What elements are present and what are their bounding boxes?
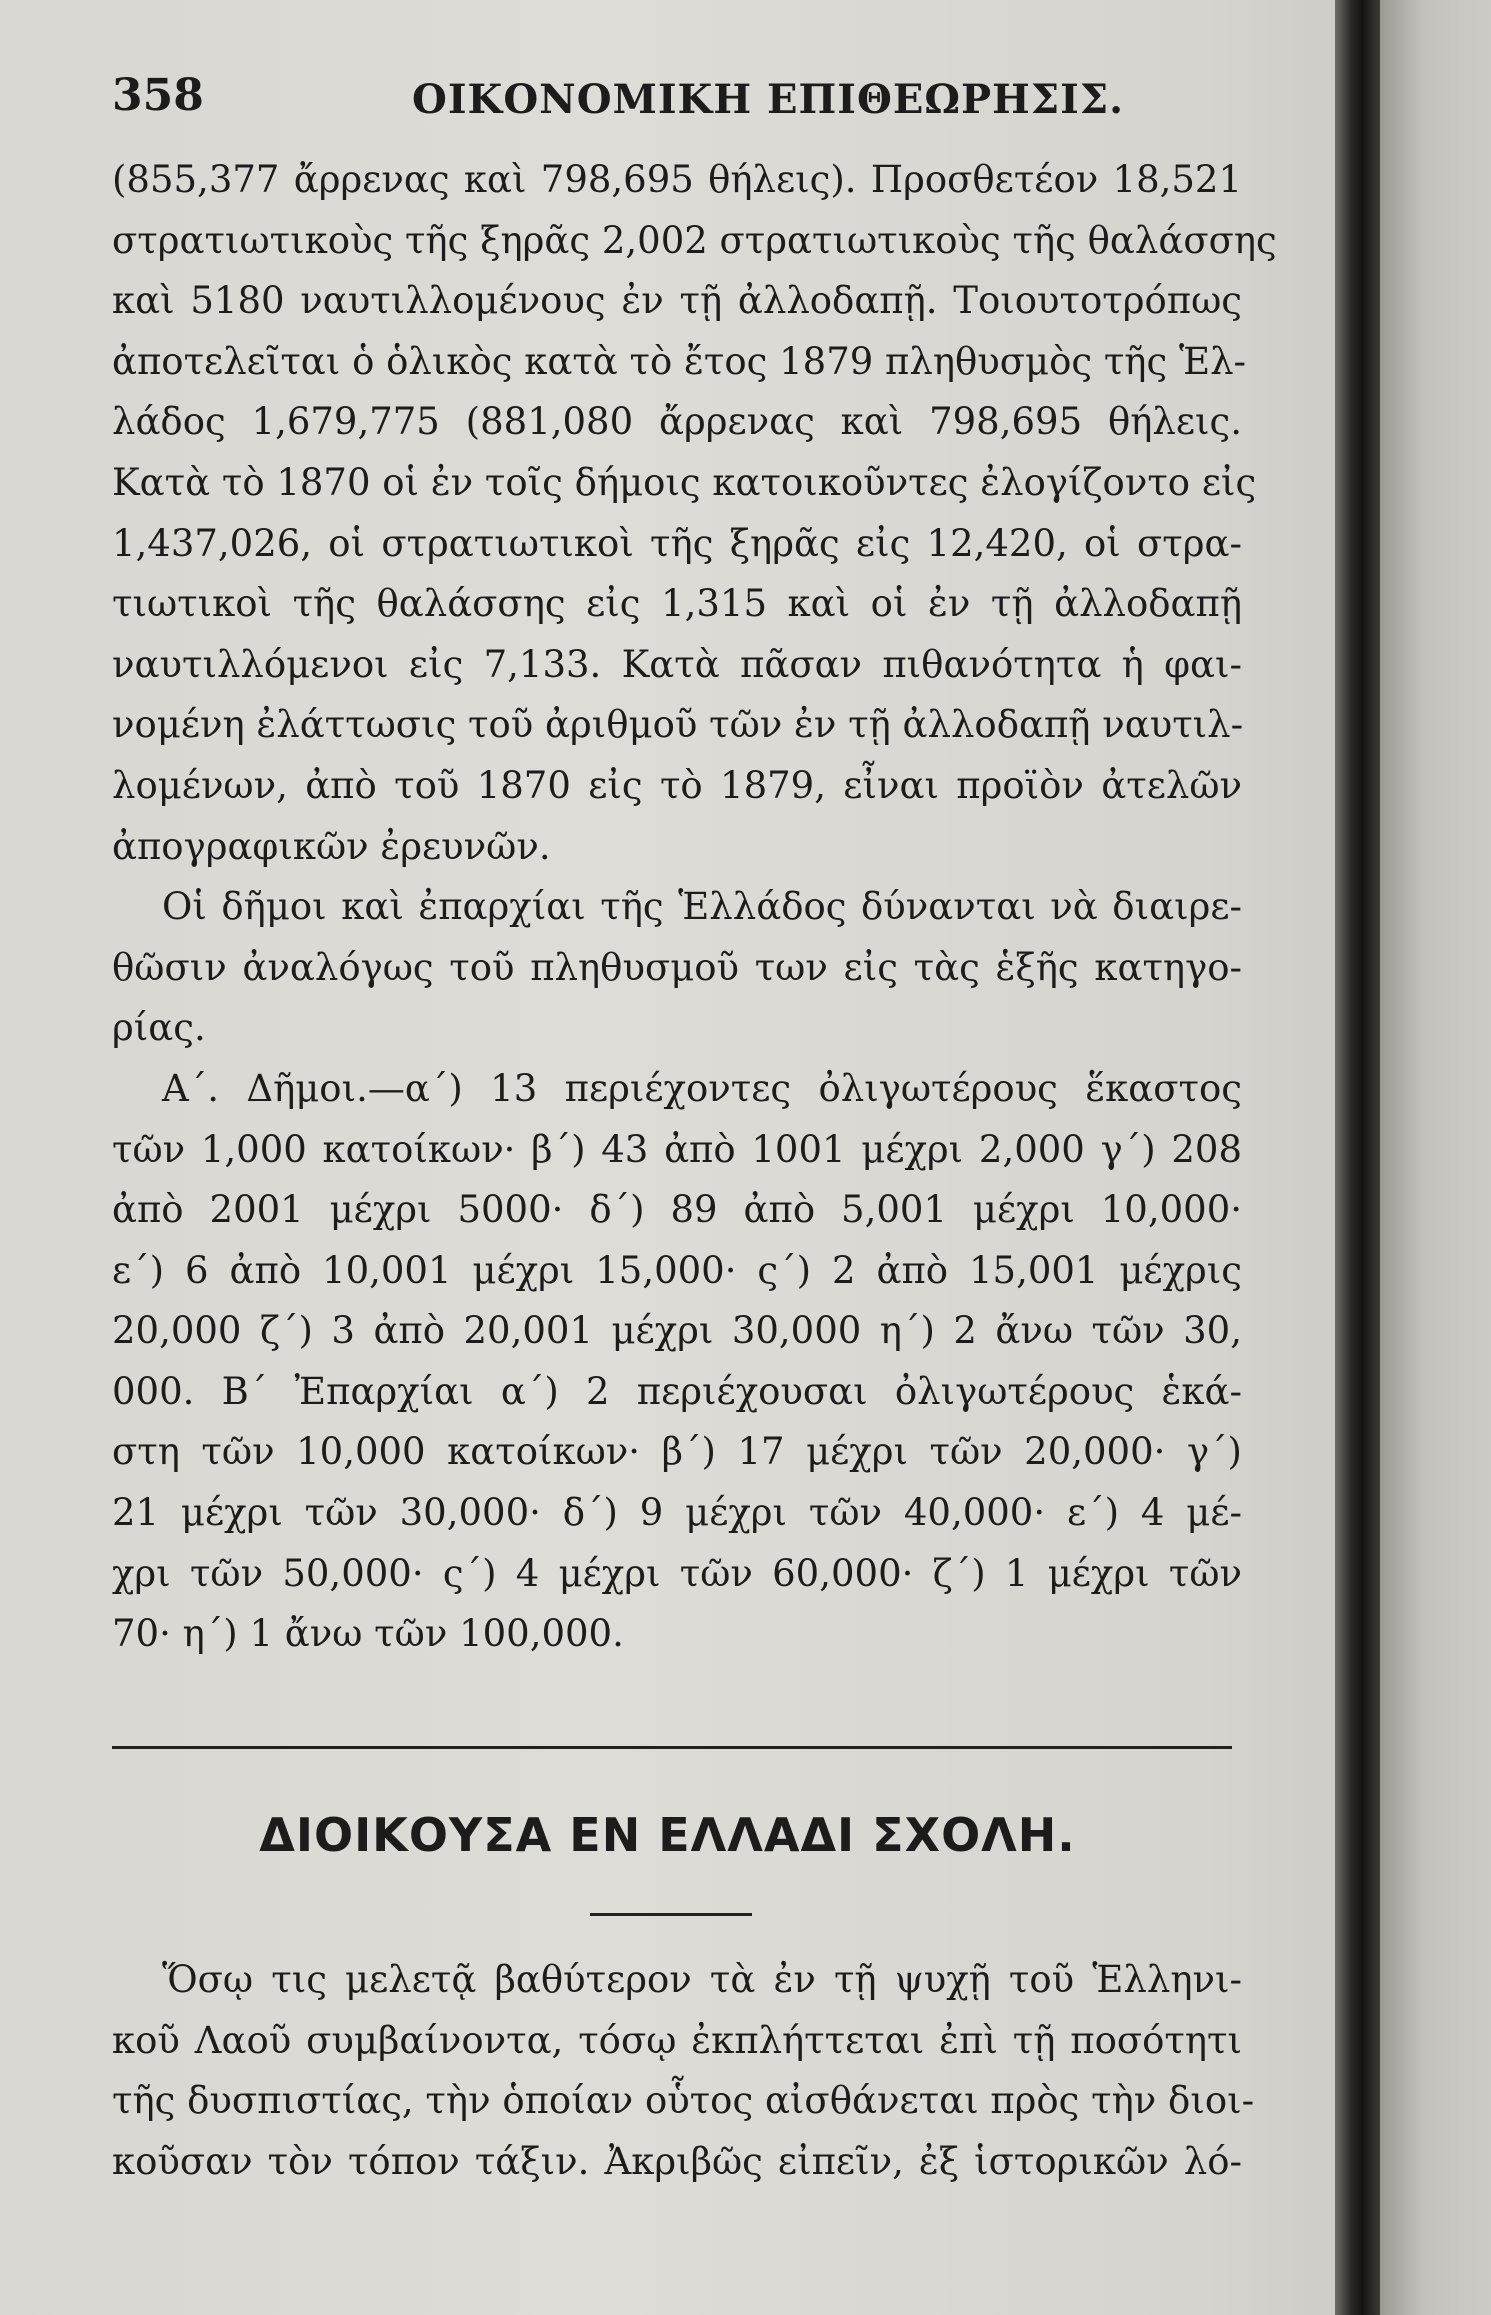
text-line: ναυτιλλόμενοι εἰς 7,133. Κατὰ πᾶσαν πιθανότητα ἡ φαι- (112, 642, 1242, 686)
journal-title: ΟΙΚΟΝΟΜΙΚΗ ΕΠΙΘΕΩΡΗΣΙΣ. (412, 76, 1125, 123)
text-line: 20,000 ζ΄) 3 ἀπὸ 20,001 μέχρι 30,000 η΄) 2 ἄνω τῶν 30, (112, 1309, 1242, 1353)
text-line: λομένων, ἀπὸ τοῦ 1870 εἰς τὸ 1879, εἶναι προϊὸν ἀτελῶν (112, 763, 1242, 807)
text-line: κοῦ Λαοῦ συμβαίνοντα, τόσῳ ἐκπλήττεται ἐπὶ τῇ ποσότητι (112, 2018, 1242, 2062)
section-paragraph (112, 1950, 1255, 2192)
text-line: ἀποτελεῖται ὁ ὁλικὸς κατὰ τὸ ἔτος 1879 πληθυσμὸς τῆς Ἑλ- (112, 339, 1247, 383)
text-line: τιωτικοὶ τῆς θαλάσσης εἰς 1,315 καὶ οἱ ἐν τῇ ἀλλοδαπῇ (112, 582, 1242, 626)
text-line: νομένη ἐλάττωσις τοῦ ἀριθμοῦ τῶν ἐν τῇ ἀλλοδαπῇ ναυτιλ- (112, 703, 1244, 747)
section-title: ΔΙΟΙΚΟΥΣΑ ΕΝ ΕΛΛΑΔΙ ΣΧΟΛΗ. (259, 1808, 1076, 1862)
paragraph (112, 1059, 1242, 1665)
section-title-underline (590, 1913, 752, 1916)
text-line: (855,377 ἄρρενας καὶ 798,695 θήλεις). Προσθετέον 18,521 (112, 158, 1242, 201)
text-line: 70· η΄) 1 ἄνω τῶν 100,000. (112, 1612, 624, 1656)
section-divider-rule (112, 1746, 1232, 1749)
text-line: λάδος 1,679,775 (881,080 ἄρρενας καὶ 798,695 θήλεις. (112, 400, 1242, 444)
text-line: κοῦσαν τὸν τόπον τάξιν. Ἀκριβῶς εἰπεῖν, ἐξ ἱστορικῶν λό- (112, 2139, 1242, 2183)
text-line: Κατὰ τὸ 1870 οἱ ἐν τοῖς δήμοις κατοικοῦντες ἐλογίζοντο εἰς (112, 460, 1257, 504)
text-line: χρι τῶν 50,000· ς΄) 4 μέχρι τῶν 60,000· ζ΄) 1 μέχρι τῶν (112, 1551, 1242, 1595)
text-line: 21 μέχρι τῶν 30,000· δ΄) 9 μέχρι τῶν 40,000· ε΄) 4 μέ- (112, 1491, 1242, 1535)
page-number: 358 (112, 70, 204, 121)
text-line: στη τῶν 10,000 κατοίκων· β΄) 17 μέχρι τῶν 20,000· γ΄) (112, 1430, 1242, 1474)
text-line: Α΄. Δῆμοι.—α΄) 13 περιέχοντες ὀλιγωτέρους ἕκαστος (162, 1066, 1242, 1110)
text-line: 1,437,026, οἱ στρατιωτικοὶ τῆς ξηρᾶς εἰς 12,420, οἱ στρα- (112, 521, 1242, 565)
text-line: τῆς δυσπιστίας, τὴν ὁποίαν οὗτος αἰσθάνεται πρὸς τὴν διοι- (112, 2079, 1255, 2123)
text-line: ρίας. (112, 1006, 206, 1050)
text-line: καὶ 5180 ναυτιλλομένους ἐν τῇ ἀλλοδαπῇ. Τοιουτοτρόπως (112, 279, 1242, 323)
paragraph (112, 150, 1277, 877)
text-line: ἀπογραφικῶν ἐρευνῶν. (112, 824, 551, 868)
text-line: θῶσιν ἀναλόγως τοῦ πληθυσμοῦ των εἰς τὰς ἑξῆς κατηγο- (112, 945, 1242, 989)
text-line: ε΄) 6 ἀπὸ 10,001 μέχρι 15,000· ς΄) 2 ἀπὸ 15,001 μέχρις (112, 1248, 1242, 1292)
body-text (112, 150, 1277, 1665)
text-line: Ὅσῳ τις μελετᾷ βαθύτερον τὰ ἐν τῇ ψυχῇ τοῦ Ἑλληνι- (162, 1958, 1242, 2001)
text-line: 000. Β΄ Ἐπαρχίαι α΄) 2 περιέχουσαι ὀλιγωτέρους ἑκά- (112, 1369, 1242, 1413)
running-head (112, 70, 1242, 130)
paragraph (112, 877, 1242, 1059)
text-line: τῶν 1,000 κατοίκων· β΄) 43 ἀπὸ 1001 μέχρι 2,000 γ΄) 208 (112, 1127, 1242, 1171)
text-line: στρατιωτικοὺς τῆς ξηρᾶς 2,002 στρατιωτικοὺς τῆς θαλάσσης (112, 218, 1277, 262)
text-line: Οἱ δῆμοι καὶ ἐπαρχίαι τῆς Ἑλλάδος δύνανται νὰ διαιρε- (162, 885, 1242, 929)
book-gutter (1335, 0, 1380, 2315)
text-line: ἀπὸ 2001 μέχρι 5000· δ΄) 89 ἀπὸ 5,001 μέχρι 10,000· (112, 1188, 1242, 1232)
facing-page-edge (1380, 0, 1491, 2315)
